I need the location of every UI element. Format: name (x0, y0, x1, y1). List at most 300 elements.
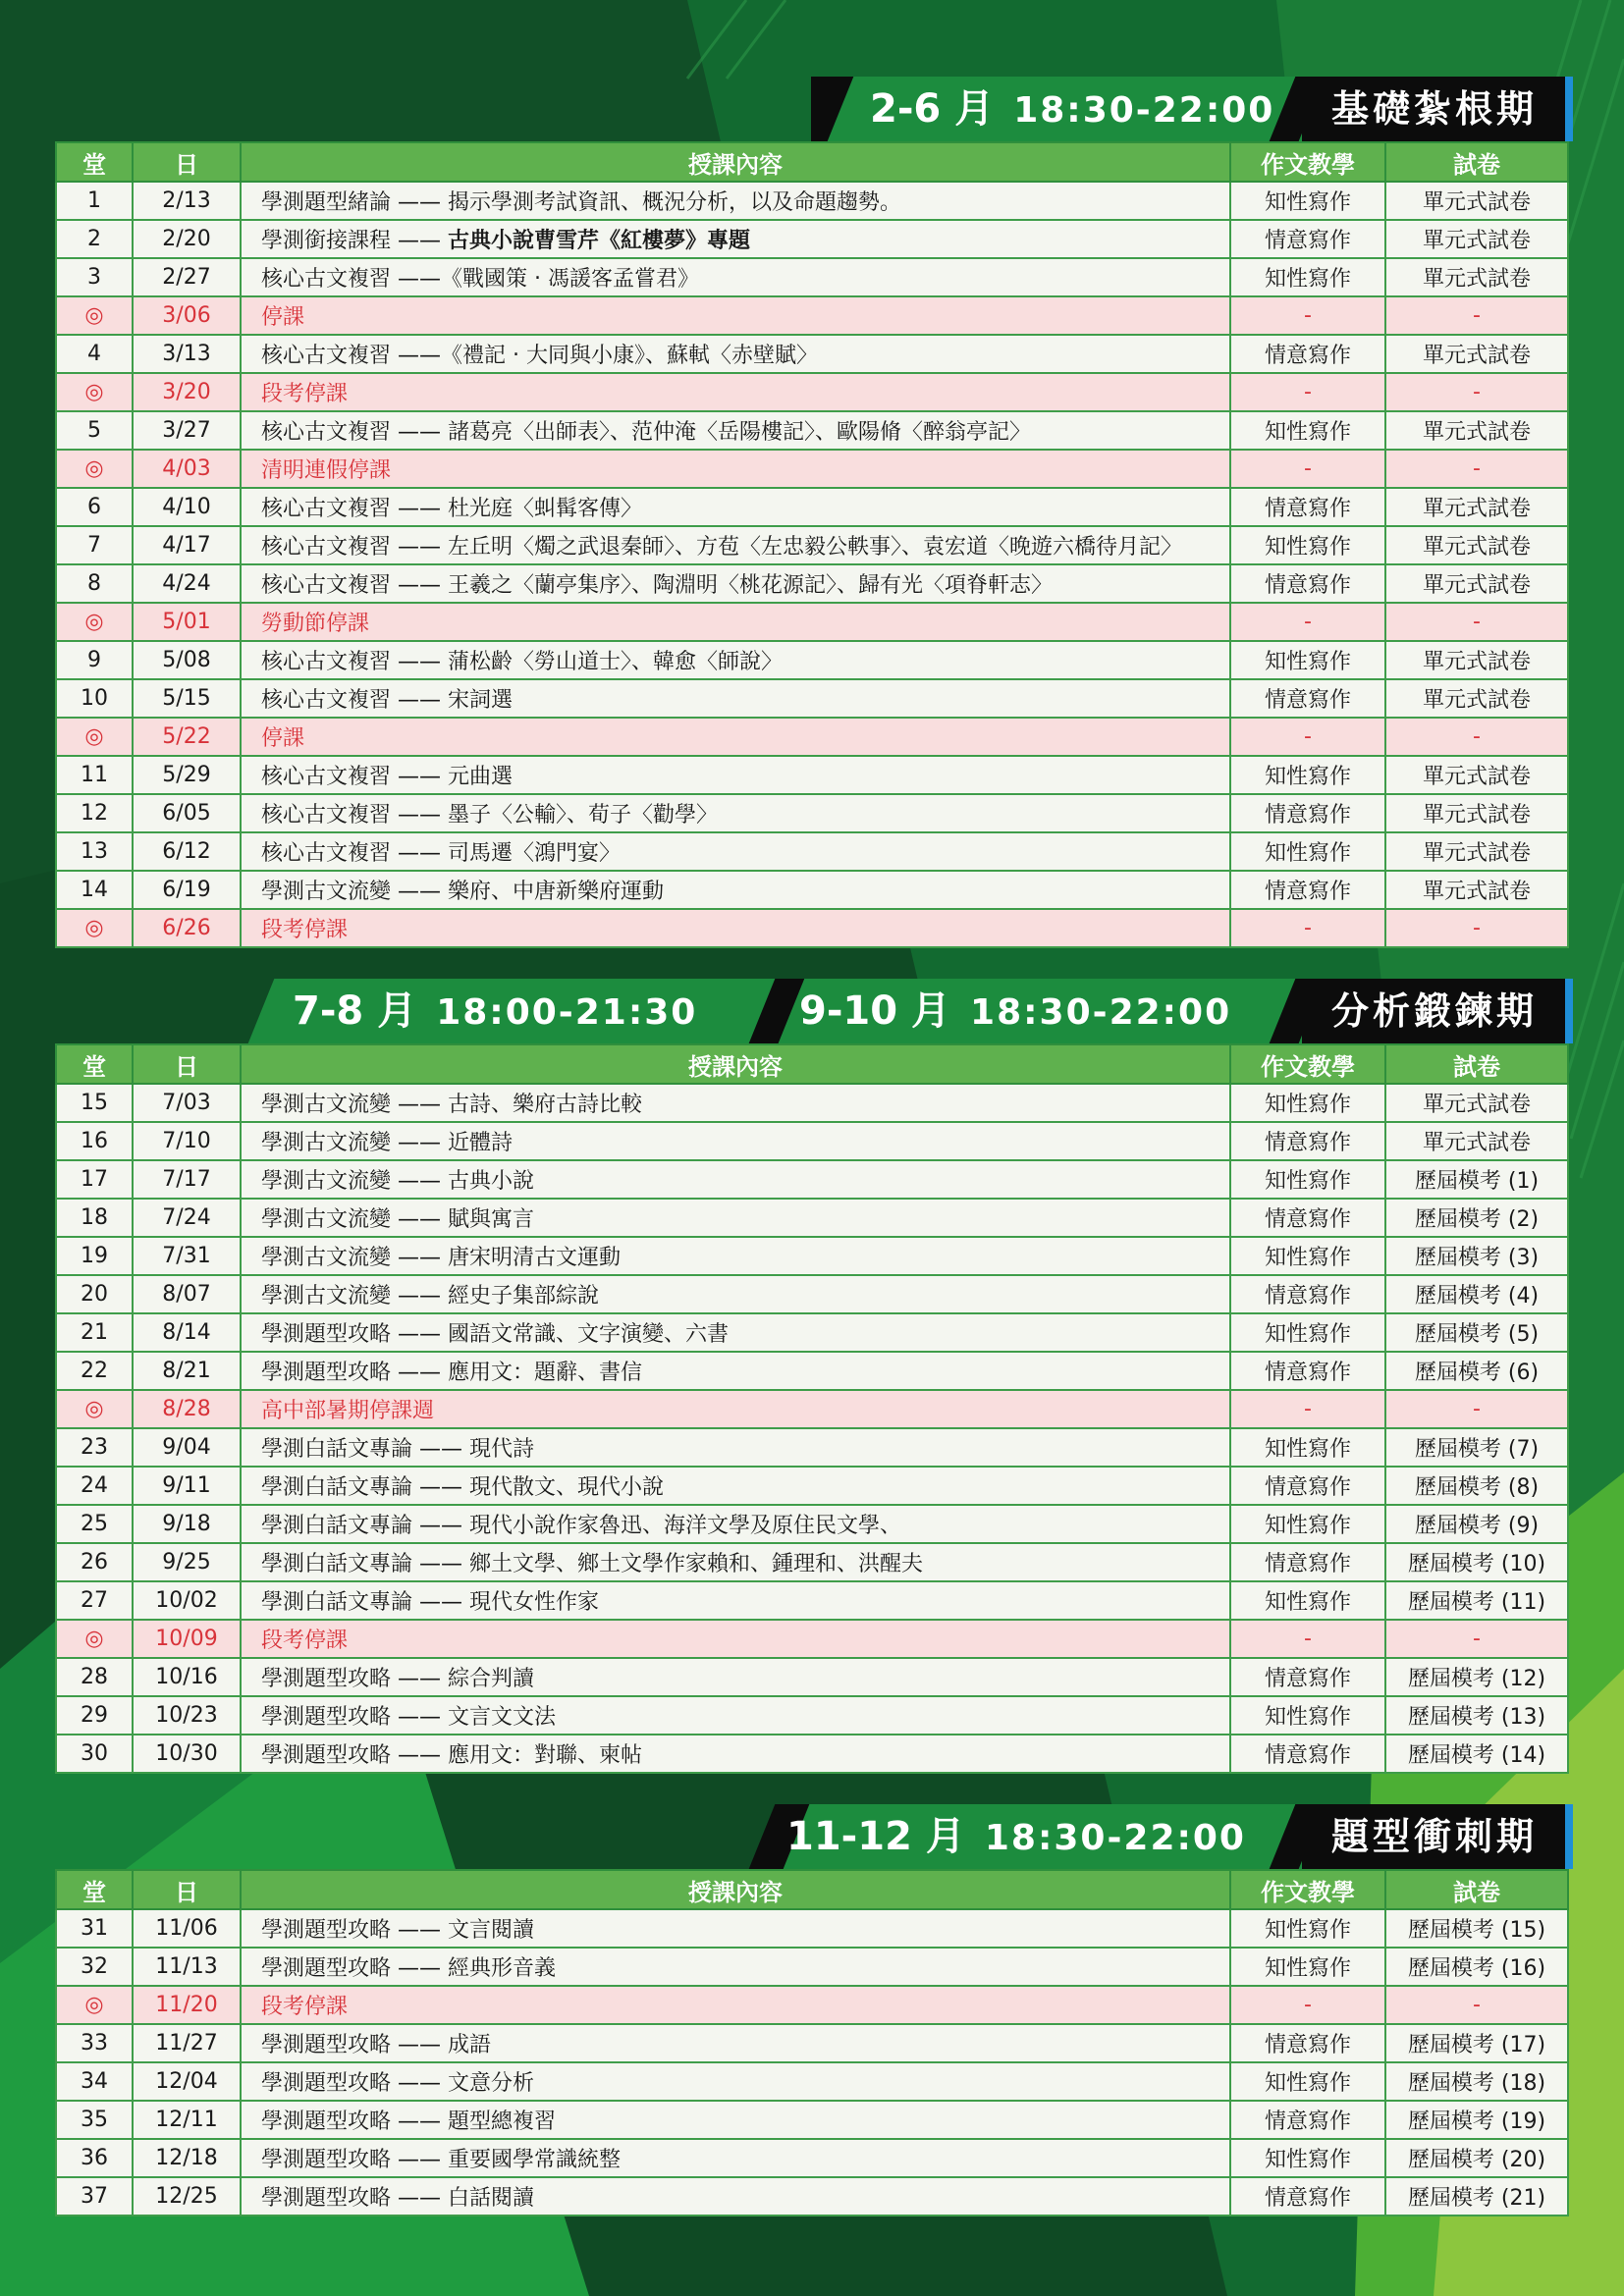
section-banner (55, 77, 1567, 141)
date-cell: 12/18 (133, 2139, 241, 2177)
table-row (56, 1352, 1568, 1390)
date-cell: 2/27 (133, 258, 241, 296)
writing-cell: - (1230, 373, 1385, 411)
writing-cell: 情意寫作 (1230, 1467, 1385, 1505)
table-row (56, 1948, 1568, 1986)
table-row (56, 1237, 1568, 1275)
writing-cell: 知性寫作 (1230, 1909, 1385, 1948)
table-row (56, 2177, 1568, 2216)
writing-cell: - (1230, 1390, 1385, 1428)
writing-cell: 情意寫作 (1230, 1352, 1385, 1390)
table-body (56, 1084, 1568, 1773)
exam-cell: 單元式試卷 (1385, 258, 1568, 296)
writing-cell: 情意寫作 (1230, 794, 1385, 832)
content-cell (241, 220, 1230, 258)
writing-cell: 情意寫作 (1230, 2101, 1385, 2139)
header-no: 堂 (56, 1870, 133, 1909)
table-row (56, 2062, 1568, 2101)
lesson-number-cell: 32 (56, 1948, 133, 1986)
exam-cell: - (1385, 1390, 1568, 1428)
table-row (56, 1467, 1568, 1505)
table-row (56, 1909, 1568, 1948)
date-cell: 4/10 (133, 488, 241, 526)
lesson-number-cell: 2 (56, 220, 133, 258)
header-writing: 作文教學 (1230, 142, 1385, 182)
date-cell: 5/29 (133, 756, 241, 794)
writing-cell: 情意寫作 (1230, 1543, 1385, 1581)
content-cell: 核心古文複習 —— 杜光庭〈虯髯客傳〉 (241, 488, 1230, 526)
lesson-number-cell: 37 (56, 2177, 133, 2216)
writing-cell: 知性寫作 (1230, 641, 1385, 679)
content-cell: 學測題型攻略 —— 題型總複習 (241, 2101, 1230, 2139)
lesson-number-cell: 22 (56, 1352, 133, 1390)
lesson-number-cell: ◎ (56, 1390, 133, 1428)
lesson-number-cell: ◎ (56, 1986, 133, 2024)
lesson-number-cell: ◎ (56, 909, 133, 947)
section-banner (55, 979, 1567, 1043)
exam-cell: 歷屆模考 (18) (1385, 2062, 1568, 2101)
writing-cell: 知性寫作 (1230, 2139, 1385, 2177)
lesson-number-cell: 8 (56, 564, 133, 603)
date-cell: 5/01 (133, 603, 241, 641)
writing-cell: - (1230, 1986, 1385, 2024)
table-row (56, 794, 1568, 832)
writing-cell: 情意寫作 (1230, 2177, 1385, 2216)
table-row (56, 182, 1568, 220)
writing-cell: 知性寫作 (1230, 182, 1385, 220)
table-row (56, 2101, 1568, 2139)
lesson-number-cell: 16 (56, 1122, 133, 1160)
lesson-number-cell: 1 (56, 182, 133, 220)
content-cell: 核心古文複習 ——《戰國策 ‧ 馮諼客孟嘗君》 (241, 258, 1230, 296)
exam-cell: 單元式試卷 (1385, 411, 1568, 450)
lesson-number-cell: 7 (56, 526, 133, 564)
content-cell: 高中部暑期停課週 (241, 1390, 1230, 1428)
lesson-number-cell: 35 (56, 2101, 133, 2139)
lesson-number-cell: ◎ (56, 296, 133, 335)
date-cell: 11/06 (133, 1909, 241, 1948)
schedule-table (55, 1043, 1569, 1774)
content-cell: 段考停課 (241, 1986, 1230, 2024)
header-exam: 試卷 (1385, 142, 1568, 182)
exam-cell: 歷屆模考 (20) (1385, 2139, 1568, 2177)
date-cell: 10/30 (133, 1735, 241, 1773)
banner-time: 18:30-22:00 (1013, 90, 1275, 131)
table-row (56, 1428, 1568, 1467)
date-cell: 9/25 (133, 1543, 241, 1581)
content-cell: 核心古文複習 ——《禮記 ‧ 大同與小康》、蘇軾〈赤壁賦〉 (241, 335, 1230, 373)
exam-cell: 歷屆模考 (13) (1385, 1696, 1568, 1735)
exam-cell: 單元式試卷 (1385, 756, 1568, 794)
content-cell: 學測題型攻略 —— 綜合判讀 (241, 1658, 1230, 1696)
exam-cell: 歷屆模考 (11) (1385, 1581, 1568, 1620)
writing-cell: 情意寫作 (1230, 488, 1385, 526)
exam-cell: 歷屆模考 (19) (1385, 2101, 1568, 2139)
date-cell: 6/12 (133, 832, 241, 871)
writing-cell: 知性寫作 (1230, 1237, 1385, 1275)
date-cell: 4/03 (133, 450, 241, 488)
lesson-number-cell: 3 (56, 258, 133, 296)
header-exam: 試卷 (1385, 1044, 1568, 1084)
table-row (56, 679, 1568, 718)
table-header-row (56, 1870, 1568, 1909)
writing-cell: 知性寫作 (1230, 2062, 1385, 2101)
writing-cell: 情意寫作 (1230, 335, 1385, 373)
content-cell: 學測題型攻略 —— 應用文：題辭、書信 (241, 1352, 1230, 1390)
table-row (56, 1199, 1568, 1237)
date-cell: 7/17 (133, 1160, 241, 1199)
exam-cell: 單元式試卷 (1385, 679, 1568, 718)
content-cell: 學測題型攻略 —— 重要國學常識統整 (241, 2139, 1230, 2177)
table-row-no-class (56, 450, 1568, 488)
lesson-number-cell: 12 (56, 794, 133, 832)
table-row (56, 871, 1568, 909)
date-cell: 9/11 (133, 1467, 241, 1505)
writing-cell: 知性寫作 (1230, 1581, 1385, 1620)
banner-month: 2-6 月 (870, 86, 995, 132)
content-cell: 核心古文複習 —— 諸葛亮〈出師表〉、范仲淹〈岳陽樓記〉、歐陽脩〈醉翁亭記〉 (241, 411, 1230, 450)
content-cell: 學測題型攻略 —— 白話閱讀 (241, 2177, 1230, 2216)
header-date: 日 (133, 142, 241, 182)
lesson-number-cell: 23 (56, 1428, 133, 1467)
exam-cell: 歷屆模考 (15) (1385, 1909, 1568, 1948)
exam-cell: - (1385, 603, 1568, 641)
writing-cell: 情意寫作 (1230, 1658, 1385, 1696)
date-cell: 11/20 (133, 1986, 241, 2024)
date-cell: 6/26 (133, 909, 241, 947)
content-cell: 段考停課 (241, 1620, 1230, 1658)
table-row-no-class (56, 373, 1568, 411)
table-row (56, 832, 1568, 871)
table-row-no-class (56, 603, 1568, 641)
table-row (56, 1505, 1568, 1543)
date-cell: 8/28 (133, 1390, 241, 1428)
date-cell: 11/13 (133, 1948, 241, 1986)
exam-cell: - (1385, 718, 1568, 756)
date-cell: 4/17 (133, 526, 241, 564)
writing-cell: 知性寫作 (1230, 1160, 1385, 1199)
table-row (56, 1160, 1568, 1199)
date-cell: 7/24 (133, 1199, 241, 1237)
date-cell: 12/04 (133, 2062, 241, 2101)
writing-cell: 知性寫作 (1230, 832, 1385, 871)
content-cell: 學測題型攻略 —— 文言閱讀 (241, 1909, 1230, 1948)
date-cell: 3/27 (133, 411, 241, 450)
phase-title: 分析鍛鍊期 (1302, 979, 1567, 1043)
exam-cell: 歷屆模考 (8) (1385, 1467, 1568, 1505)
exam-cell: 歷屆模考 (3) (1385, 1237, 1568, 1275)
writing-cell: 知性寫作 (1230, 1313, 1385, 1352)
header-writing: 作文教學 (1230, 1870, 1385, 1909)
table-row (56, 411, 1568, 450)
lesson-number-cell: 10 (56, 679, 133, 718)
content-cell: 段考停課 (241, 909, 1230, 947)
content-cell: 段考停課 (241, 373, 1230, 411)
exam-cell: - (1385, 1986, 1568, 2024)
content-cell: 停課 (241, 296, 1230, 335)
content-cell: 學測題型緒論 —— 揭示學測考試資訊、概況分析，以及命題趨勢。 (241, 182, 1230, 220)
content-cell: 核心古文複習 —— 左丘明〈燭之武退秦師〉、方苞〈左忠毅公軼事〉、袁宏道〈晚遊六橋待月記〉 (241, 526, 1230, 564)
exam-cell: - (1385, 909, 1568, 947)
lesson-number-cell: 33 (56, 2024, 133, 2062)
table-row (56, 220, 1568, 258)
exam-cell: 單元式試卷 (1385, 794, 1568, 832)
exam-cell: 歷屆模考 (5) (1385, 1313, 1568, 1352)
exam-cell: 歷屆模考 (7) (1385, 1428, 1568, 1467)
banner-time: 18:00-21:30 (436, 992, 698, 1033)
content-cell: 學測題型攻略 —— 成語 (241, 2024, 1230, 2062)
lesson-number-cell: 13 (56, 832, 133, 871)
schedule-table (55, 141, 1569, 948)
lesson-number-cell: ◎ (56, 1620, 133, 1658)
banner-month: 7-8 月 (293, 988, 417, 1034)
lesson-number-cell: 31 (56, 1909, 133, 1948)
exam-cell: 歷屆模考 (14) (1385, 1735, 1568, 1773)
lesson-number-cell: 21 (56, 1313, 133, 1352)
banner-month: 9-10 月 (799, 988, 951, 1034)
content-cell: 學測古文流變 —— 唐宋明清古文運動 (241, 1237, 1230, 1275)
exam-cell: 單元式試卷 (1385, 182, 1568, 220)
writing-cell: - (1230, 603, 1385, 641)
content-cell: 核心古文複習 —— 墨子〈公輸〉、荀子〈勸學〉 (241, 794, 1230, 832)
date-cell: 8/14 (133, 1313, 241, 1352)
header-date: 日 (133, 1044, 241, 1084)
date-cell: 9/18 (133, 1505, 241, 1543)
exam-cell: 單元式試卷 (1385, 1122, 1568, 1160)
lesson-number-cell: 18 (56, 1199, 133, 1237)
header-writing: 作文教學 (1230, 1044, 1385, 1084)
lesson-number-cell: 11 (56, 756, 133, 794)
exam-cell: 單元式試卷 (1385, 488, 1568, 526)
lesson-number-cell: 15 (56, 1084, 133, 1122)
lesson-number-cell: 27 (56, 1581, 133, 1620)
content-cell: 停課 (241, 718, 1230, 756)
exam-cell: 單元式試卷 (1385, 220, 1568, 258)
table-body (56, 1909, 1568, 2216)
table-header-row (56, 1044, 1568, 1084)
date-cell: 11/27 (133, 2024, 241, 2062)
content-cell: 學測古文流變 —— 古典小說 (241, 1160, 1230, 1199)
lesson-number-cell: 20 (56, 1275, 133, 1313)
table-row (56, 641, 1568, 679)
content-text: 學測銜接課程 —— (261, 229, 448, 253)
writing-cell: 情意寫作 (1230, 871, 1385, 909)
lesson-number-cell: 26 (56, 1543, 133, 1581)
date-cell: 9/04 (133, 1428, 241, 1467)
date-cell: 10/16 (133, 1658, 241, 1696)
writing-cell: 知性寫作 (1230, 258, 1385, 296)
date-cell: 2/20 (133, 220, 241, 258)
exam-cell: 單元式試卷 (1385, 832, 1568, 871)
exam-cell: - (1385, 1620, 1568, 1658)
table-row (56, 756, 1568, 794)
table-row (56, 1658, 1568, 1696)
exam-cell: 歷屆模考 (10) (1385, 1543, 1568, 1581)
lesson-number-cell: 19 (56, 1237, 133, 1275)
writing-cell: 知性寫作 (1230, 1428, 1385, 1467)
section-nov-dec (55, 1804, 1567, 2216)
date-cell: 6/05 (133, 794, 241, 832)
content-highlight: 古典小說曹雪芹《紅樓夢》專題 (448, 229, 751, 253)
table-row (56, 2139, 1568, 2177)
lesson-number-cell: 24 (56, 1467, 133, 1505)
exam-cell: 歷屆模考 (17) (1385, 2024, 1568, 2062)
date-cell: 7/31 (133, 1237, 241, 1275)
content-cell: 勞動節停課 (241, 603, 1230, 641)
content-cell: 學測題型攻略 —— 文意分析 (241, 2062, 1230, 2101)
content-cell: 學測題型攻略 —— 文言文文法 (241, 1696, 1230, 1735)
writing-cell: - (1230, 296, 1385, 335)
exam-cell: 歷屆模考 (12) (1385, 1658, 1568, 1696)
lesson-number-cell: 14 (56, 871, 133, 909)
exam-cell: 單元式試卷 (1385, 335, 1568, 373)
date-cell: 4/24 (133, 564, 241, 603)
date-cell: 5/22 (133, 718, 241, 756)
banner-time: 18:30-22:00 (970, 992, 1232, 1033)
writing-cell: 知性寫作 (1230, 1948, 1385, 1986)
exam-cell: - (1385, 373, 1568, 411)
date-cell: 5/08 (133, 641, 241, 679)
date-cell: 12/25 (133, 2177, 241, 2216)
table-body (56, 182, 1568, 947)
table-row-no-class (56, 1986, 1568, 2024)
table-row (56, 564, 1568, 603)
content-cell: 學測古文流變 —— 古詩、樂府古詩比較 (241, 1084, 1230, 1122)
exam-cell: 單元式試卷 (1385, 871, 1568, 909)
table-row (56, 526, 1568, 564)
writing-cell: - (1230, 718, 1385, 756)
content-cell: 核心古文複習 —— 蒲松齡〈勞山道士〉、韓愈〈師說〉 (241, 641, 1230, 679)
table-row (56, 335, 1568, 373)
writing-cell: - (1230, 1620, 1385, 1658)
section-banner (55, 1804, 1567, 1869)
date-cell: 8/21 (133, 1352, 241, 1390)
date-cell: 3/13 (133, 335, 241, 373)
table-row-no-class (56, 718, 1568, 756)
table-row (56, 1581, 1568, 1620)
writing-cell: 情意寫作 (1230, 1122, 1385, 1160)
date-cell: 10/23 (133, 1696, 241, 1735)
lesson-number-cell: 5 (56, 411, 133, 450)
date-cell: 6/19 (133, 871, 241, 909)
writing-cell: 情意寫作 (1230, 220, 1385, 258)
table-row (56, 1313, 1568, 1352)
banner-time: 18:30-22:00 (984, 1818, 1246, 1858)
date-cell: 3/20 (133, 373, 241, 411)
table-row (56, 1543, 1568, 1581)
section-feb-jun (55, 77, 1567, 948)
schedule-table (55, 1869, 1569, 2216)
writing-cell: - (1230, 450, 1385, 488)
content-cell: 學測古文流變 —— 經史子集部綜說 (241, 1275, 1230, 1313)
lesson-number-cell: ◎ (56, 718, 133, 756)
lesson-number-cell: 4 (56, 335, 133, 373)
content-cell: 學測古文流變 —— 近體詩 (241, 1122, 1230, 1160)
table-row (56, 258, 1568, 296)
table-row-no-class (56, 909, 1568, 947)
banner-month: 11-12 月 (786, 1814, 965, 1859)
date-cell: 5/15 (133, 679, 241, 718)
content-cell: 學測白話文專論 —— 現代散文、現代小說 (241, 1467, 1230, 1505)
date-cell: 7/03 (133, 1084, 241, 1122)
table-header-row (56, 142, 1568, 182)
writing-cell: 情意寫作 (1230, 2024, 1385, 2062)
table-row-no-class (56, 296, 1568, 335)
lesson-number-cell: 29 (56, 1696, 133, 1735)
exam-cell: 單元式試卷 (1385, 1084, 1568, 1122)
table-row-no-class (56, 1390, 1568, 1428)
content-cell: 學測白話文專論 —— 現代女性作家 (241, 1581, 1230, 1620)
writing-cell: 情意寫作 (1230, 1199, 1385, 1237)
lesson-number-cell: 28 (56, 1658, 133, 1696)
date-cell: 8/07 (133, 1275, 241, 1313)
exam-cell: 歷屆模考 (6) (1385, 1352, 1568, 1390)
exam-cell: 單元式試卷 (1385, 564, 1568, 603)
header-date: 日 (133, 1870, 241, 1909)
content-cell: 學測白話文專論 —— 鄉土文學、鄉土文學作家賴和、鍾理和、洪醒夫 (241, 1543, 1230, 1581)
exam-cell: 歷屆模考 (16) (1385, 1948, 1568, 1986)
date-cell: 7/10 (133, 1122, 241, 1160)
exam-cell: 歷屆模考 (1) (1385, 1160, 1568, 1199)
header-content: 授課內容 (241, 142, 1230, 182)
date-cell: 10/02 (133, 1581, 241, 1620)
lesson-number-cell: 17 (56, 1160, 133, 1199)
date-cell: 12/11 (133, 2101, 241, 2139)
content-cell: 學測古文流變 —— 樂府、中唐新樂府運動 (241, 871, 1230, 909)
content-cell: 核心古文複習 —— 王羲之〈蘭亭集序〉、陶淵明〈桃花源記〉、歸有光〈項脊軒志〉 (241, 564, 1230, 603)
header-content: 授課內容 (241, 1870, 1230, 1909)
header-exam: 試卷 (1385, 1870, 1568, 1909)
writing-cell: 情意寫作 (1230, 564, 1385, 603)
exam-cell: 歷屆模考 (4) (1385, 1275, 1568, 1313)
phase-title: 基礎紮根期 (1302, 77, 1567, 141)
table-row (56, 1275, 1568, 1313)
writing-cell: 知性寫作 (1230, 411, 1385, 450)
content-cell: 學測古文流變 —— 賦與寓言 (241, 1199, 1230, 1237)
table-row (56, 1735, 1568, 1773)
exam-cell: - (1385, 296, 1568, 335)
table-row (56, 1122, 1568, 1160)
content-cell: 核心古文複習 —— 司馬遷〈鴻門宴〉 (241, 832, 1230, 871)
date-cell: 2/13 (133, 182, 241, 220)
lesson-number-cell: 25 (56, 1505, 133, 1543)
header-no: 堂 (56, 142, 133, 182)
exam-cell: 歷屆模考 (9) (1385, 1505, 1568, 1543)
writing-cell: 知性寫作 (1230, 526, 1385, 564)
lesson-number-cell: 30 (56, 1735, 133, 1773)
content-cell: 核心古文複習 —— 元曲選 (241, 756, 1230, 794)
lesson-number-cell: ◎ (56, 603, 133, 641)
writing-cell: - (1230, 909, 1385, 947)
lesson-number-cell: 6 (56, 488, 133, 526)
writing-cell: 知性寫作 (1230, 1084, 1385, 1122)
exam-cell: - (1385, 450, 1568, 488)
table-row (56, 1084, 1568, 1122)
lesson-number-cell: 9 (56, 641, 133, 679)
table-row (56, 1696, 1568, 1735)
table-row (56, 2024, 1568, 2062)
exam-cell: 歷屆模考 (21) (1385, 2177, 1568, 2216)
writing-cell: 情意寫作 (1230, 1735, 1385, 1773)
content-cell: 學測題型攻略 —— 應用文：對聯、柬帖 (241, 1735, 1230, 1773)
date-cell: 10/09 (133, 1620, 241, 1658)
exam-cell: 單元式試卷 (1385, 641, 1568, 679)
content-cell: 學測白話文專論 —— 現代小說作家魯迅、海洋文學及原住民文學、 (241, 1505, 1230, 1543)
writing-cell: 情意寫作 (1230, 679, 1385, 718)
writing-cell: 知性寫作 (1230, 1696, 1385, 1735)
table-row-no-class (56, 1620, 1568, 1658)
writing-cell: 情意寫作 (1230, 1275, 1385, 1313)
